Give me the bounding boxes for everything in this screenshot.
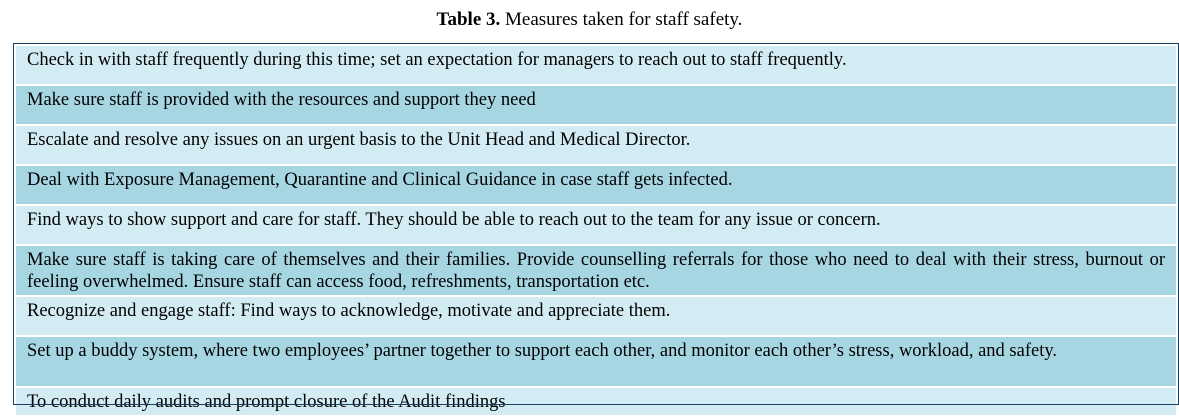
table-row: [15, 85, 1177, 125]
table-row: [15, 125, 1177, 165]
table-row: [15, 245, 1177, 296]
table-cell: Find ways to show support and care for staff. They should be able to reach out to the team for any issue or concern.: [15, 205, 1177, 245]
table-caption-label: Table 3.: [436, 9, 501, 30]
table-caption: [0, 8, 1179, 32]
table-row: [15, 205, 1177, 245]
table-cell: Set up a buddy system, where two employees’ partner together to support each other, and monitor each other’s stress, workload, and safety.: [15, 336, 1177, 387]
staff-safety-table: [14, 44, 1179, 417]
table-cell: Make sure staff is provided with the resources and support they need: [15, 85, 1177, 125]
table-row: [15, 45, 1177, 85]
table-row: [15, 165, 1177, 205]
table-cell: Recognize and engage staff: Find ways to acknowledge, motivate and appreciate them.: [15, 296, 1177, 336]
table-cell: To conduct daily audits and prompt closure of the Audit findings: [15, 387, 1177, 416]
table-cell: Escalate and resolve any issues on an urgent basis to the Unit Head and Medical Director.: [15, 125, 1177, 165]
table-cell: Make sure staff is taking care of themselves and their families. Provide counselling referrals for those who need to deal with their stress, burnout or feeling overwhelmed. Ensure staff can access food, refreshments, transportation etc.: [15, 245, 1177, 296]
table-cell: Deal with Exposure Management, Quarantine and Clinical Guidance in case staff gets infected.: [15, 165, 1177, 205]
table-row: [15, 336, 1177, 387]
table-row: [15, 387, 1177, 416]
table-caption-text: Measures taken for staff safety.: [500, 9, 743, 30]
table-cell: Check in with staff frequently during this time; set an expectation for managers to reach out to staff frequently.: [15, 45, 1177, 85]
table-row: [15, 296, 1177, 336]
